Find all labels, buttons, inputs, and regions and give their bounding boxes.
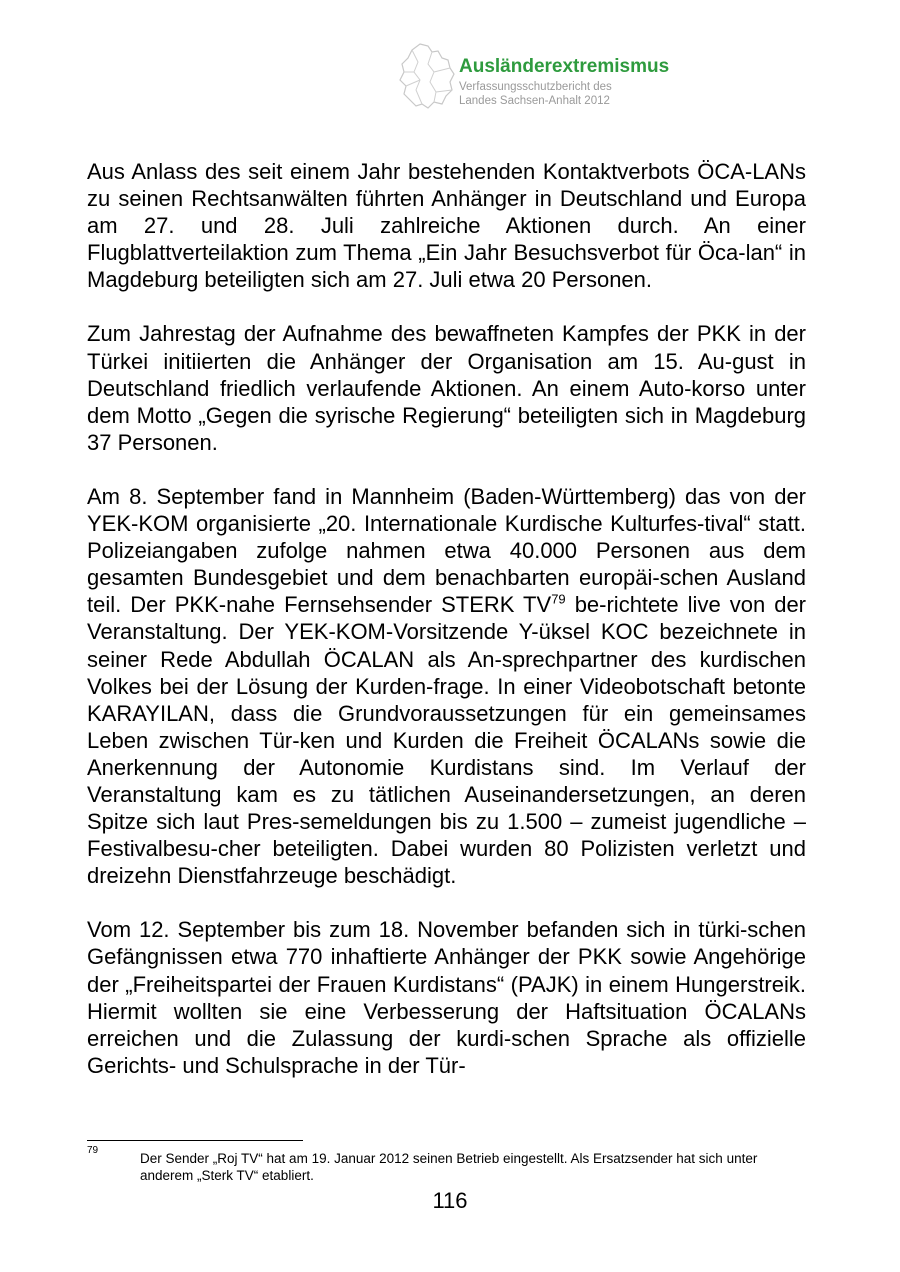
paragraph-3: [87, 483, 806, 889]
sachsen-anhalt-map-icon: [398, 42, 456, 112]
section-title: Ausländerextremismus: [459, 56, 670, 77]
paragraph-4: Vom 12. September bis zum 18. November befanden sich in türki-schen Gefängnissen etwa 770 inhaftierte Anhänger der PKK sowie Angehörige der „Freiheitspartei der Frauen Kurdistans“ (PAJK) in einem Hungerstreik. Hiermit wollten sie eine Verbesserung der Haftsituation ÖCALANs erreichen und die Zulassung der kurdi-schen Sprache als offizielle Gerichts- und Schulsprache in der Tür-: [87, 917, 806, 1078]
paragraph-2: Zum Jahrestag der Aufnahme des bewaffneten Kampfes der PKK in der Türkei initiierten die Anhänger der Organisation am 15. Au-gust in Deutschland friedlich verlaufende Aktionen. An einem Auto-korso unter dem Motto „Gegen die syrische Regierung“ beteiligten sich in Magdeburg 37 Personen.: [87, 321, 806, 455]
footnote-text: Der Sender „Roj TV“ hat am 19. Januar 2012 seinen Betrieb eingestellt. Als Ersatzsender hat sich unter anderem „Sterk TV“ etabliert.: [140, 1151, 758, 1183]
report-subtitle-line-2: Landes Sachsen-Anhalt 2012: [459, 95, 610, 107]
footnote-reference[interactable]: 79: [551, 591, 566, 607]
report-subtitle-line-1: Verfassungsschutzbericht des: [459, 81, 612, 93]
footnote-number: 79: [87, 1145, 99, 1156]
page-number: 116: [432, 1188, 468, 1213]
footnote-divider: [87, 1140, 303, 1141]
paragraph-1: Aus Anlass des seit einem Jahr bestehenden Kontaktverbots ÖCA-LANs zu seinen Rechtsanwälten führten Anhänger in Deutschland und Europa am 27. und 28. Juli zahlreiche Aktionen durch. An einer Flugblattverteilaktion zum Thema „Ein Jahr Besuchsverbot für Öca-lan“ in Magdeburg beteiligten sich am 27. Juli etwa 20 Personen.: [87, 159, 806, 293]
body-text: [87, 158, 806, 1106]
report-subtitle: [459, 80, 612, 108]
paragraph-3-part-2: be-richtete live von der Veranstaltung. Der YEK-KOM-Vorsitzende Y-üksel KOC bezeichnete in seiner Rede Abdullah ÖCALAN als An-sprechpartner des kurdischen Volkes bei der Lösung der Kurden-frage. In einer Videobotschaft betonte KARAYILAN, dass die Grundvoraussetzungen für ein gemeinsames Leben zwischen Tür-ken und Kurden die Freiheit ÖCALANs sowie die Anerkennung der Autonomie Kurdistans sind. Im Verlauf der Veranstaltung kam es zu tätlichen Auseinandersetzungen, an deren Spitze sich laut Pres-semeldungen bis zu 1.500 – zumeist jugendliche – Festivalbesu-cher beteiligten. Dabei wurden 80 Polizisten verletzt und dreizehn Dienstfahrzeuge beschädigt.: [87, 592, 807, 889]
paragraph-3-part-1: Am 8. September fand in Mannheim (Baden-Württemberg) das von der YEK-KOM organisierte „20. Internationale Kurdische Kulturfes-tival“ statt. Polizeiangaben zufolge nahmen etwa 40.000 Personen aus dem gesamten Bundesgebiet und dem benachbarten europäi-schen Ausland teil. Der PKK-nahe Fernsehsender STERK TV: [87, 483, 806, 618]
